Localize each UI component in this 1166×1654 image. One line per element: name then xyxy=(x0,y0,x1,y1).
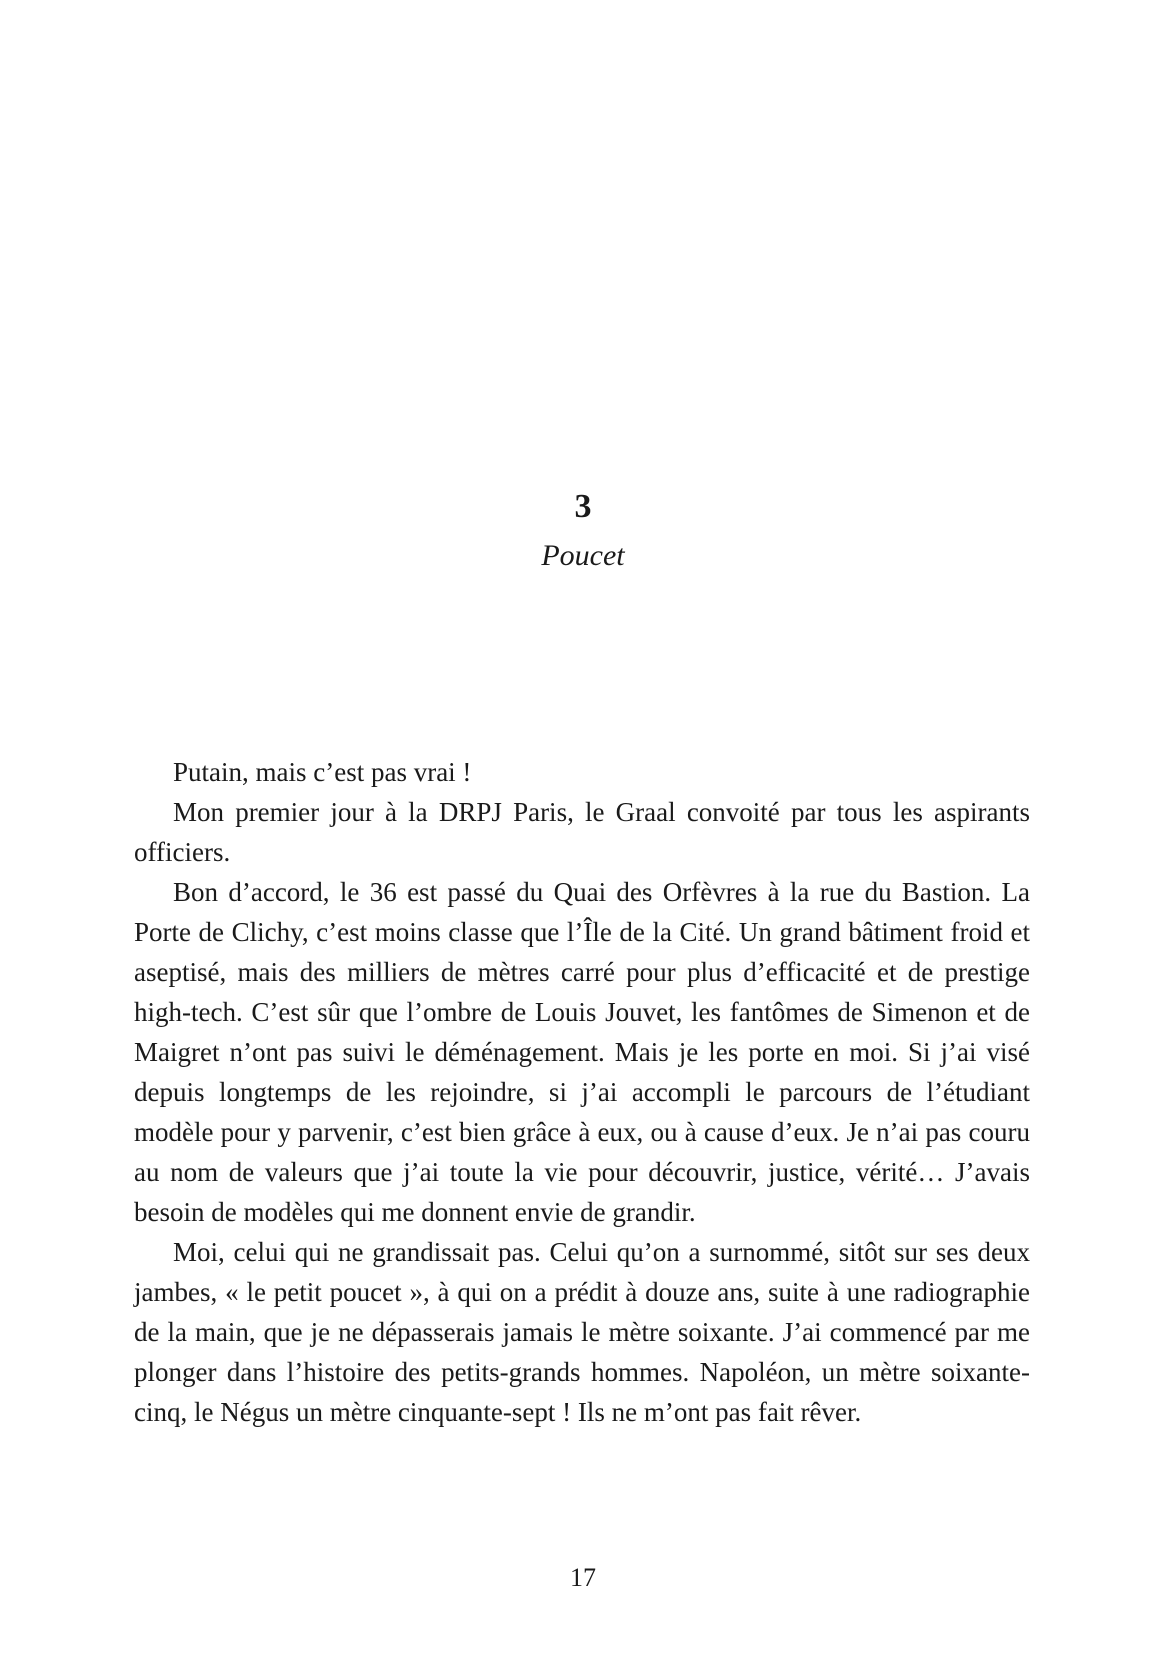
chapter-title: Poucet xyxy=(541,539,625,572)
paragraph: Mon premier jour à la DRPJ Paris, le Graal convoité par tous les aspirants officiers. xyxy=(134,797,1030,867)
body-text xyxy=(134,752,1030,1432)
page-number: 17 xyxy=(570,1563,596,1592)
paragraph: Moi, celui qui ne grandissait pas. Celui qu’on a surnommé, sitôt sur ses deux jambes, « le petit poucet », à qui on a prédit à douze ans, suite à une radiographie de la main, que je ne dépasserais jamais le mètre soixante. J’ai commencé par me plonger dans l’histoire des petits-grands hommes. Napoléon, un mètre soixante-cinq, le Négus un mètre cinquante-sept ! Ils ne m’ont pas fait rêver. xyxy=(134,1237,1030,1427)
paragraph: Putain, mais c’est pas vrai ! xyxy=(173,757,472,787)
chapter-number: 3 xyxy=(574,488,592,525)
paragraph: Bon d’accord, le 36 est passé du Quai des Orfèvres à la rue du Bastion. La Porte de Clichy, c’est moins classe que l’Île de la Cité. Un grand bâtiment froid et aseptisé, mais des milliers de mètres carré pour plus d’efficacité et de prestige high-tech. C’est sûr que l’ombre de Louis Jouvet, les fantômes de Simenon et de Maigret n’ont pas suivi le déménagement. Mais je les porte en moi. Si j’ai visé depuis longtemps de les rejoindre, si j’ai accompli le parcours de l’étudiant modèle pour y parvenir, c’est bien grâce à eux, ou à cause d’eux. Je n’ai pas couru au nom de valeurs que j’ai toute la vie pour découvrir, justice, vérité… J’avais besoin de modèles qui me donnent envie de grandir. xyxy=(134,877,1030,1227)
